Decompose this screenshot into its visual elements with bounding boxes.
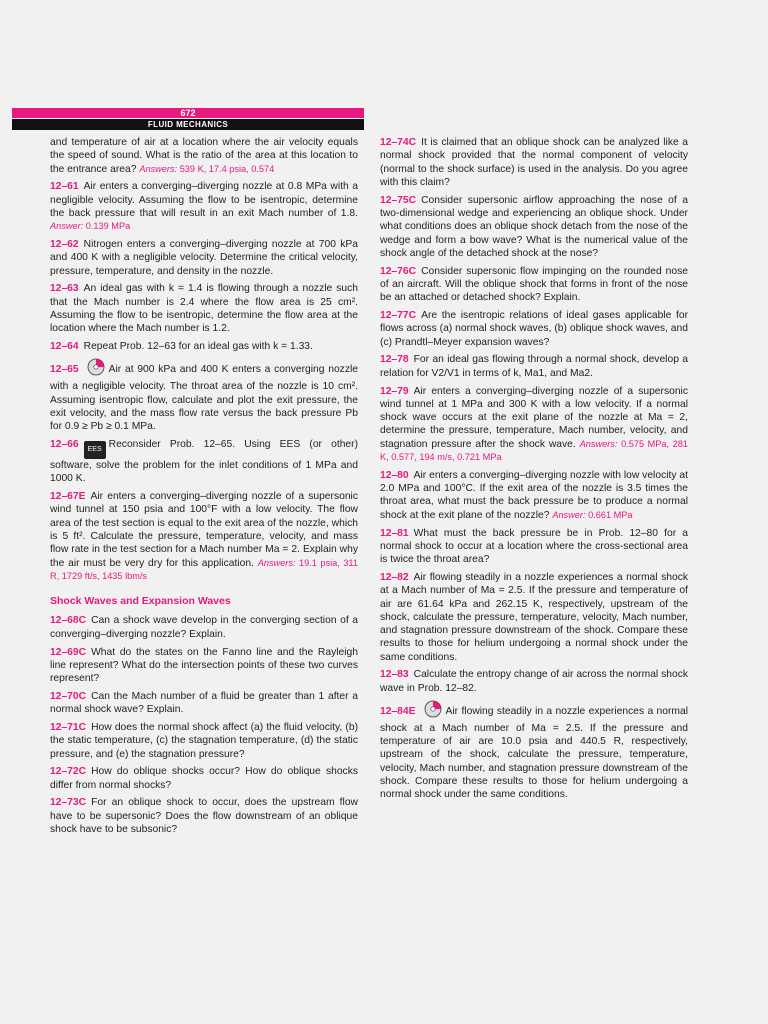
problem-12-71c bbox=[50, 721, 358, 761]
problem-12-66 bbox=[50, 438, 358, 486]
ees-icon: EES bbox=[84, 441, 106, 459]
problem-number: 12–79 bbox=[380, 385, 409, 397]
right-column bbox=[380, 136, 688, 806]
problem-number: 12–67E bbox=[50, 491, 86, 503]
problem-number: 12–80 bbox=[380, 469, 409, 481]
problem-text: What must the back pressure be in Prob. 12–80 for a normal shock to occur at a location where the cross-sectional area is twice the throat area? bbox=[380, 527, 688, 566]
problem-text: Air enters a converging–diverging nozzle with low velocity at 2.0 MPa and 100°C. If the exit area of the nozzle is 3.5 times the throat area, what must the back pressure be to produce a normal shock at the exit plane of the nozzle? bbox=[380, 469, 688, 521]
problem-text: How do oblique shocks occur? How do oblique shocks differ from normal shocks? bbox=[50, 766, 358, 791]
page-number: 672 bbox=[12, 108, 364, 118]
running-head: FLUID MECHANICS bbox=[12, 119, 364, 130]
problem-text: Nitrogen enters a converging–diverging nozzle at 700 kPa and 400 K with a negligible velocity. Determine the critical velocity, pressure, temperature, and density in the nozzle. bbox=[50, 239, 358, 277]
continuation-text: and temperature of air at a location where the air velocity equals the speed of sound. What is the ratio of the area at this location to the entrance area? bbox=[50, 137, 358, 175]
problem-text: Calculate the entropy change of air across the normal shock wave in Prob. 12–82. bbox=[380, 669, 688, 694]
problem-number: 12–62 bbox=[50, 239, 79, 251]
problem-12-64 bbox=[50, 340, 358, 353]
problem-answer: Answer: 0.139 MPa bbox=[50, 221, 131, 232]
problem-12-83 bbox=[380, 668, 688, 695]
cd-icon bbox=[423, 700, 443, 722]
problem-12-73c bbox=[50, 796, 358, 836]
problem-12-75c bbox=[380, 194, 688, 260]
problem-text: An ideal gas with k = 1.4 is flowing through a nozzle such that the Mach number is 2.4 where the flow area is 25 cm². Assuming the flow to be isentropic, determine the flow area at the location where the Mach number is 1.2. bbox=[50, 283, 358, 335]
problem-number: 12–61 bbox=[50, 181, 79, 193]
problem-answer: Answers: 19.1 psia, 311 R, 1729 ft/s, 1435 lbm/s bbox=[50, 557, 358, 581]
problem-number: 12–70C bbox=[50, 690, 87, 702]
problem-12-68c bbox=[50, 614, 358, 641]
problem-answer: Answers: 0.575 MPa, 281 K, 0.577, 194 m/s, 0.721 MPa bbox=[380, 438, 688, 463]
problem-12-84e bbox=[380, 700, 688, 802]
problem-number: 12–81 bbox=[380, 527, 409, 539]
problem-text: Air enters a converging–diverging nozzle of a supersonic wind tunnel at 150 psia and 100°F with a low velocity. The flow area of the test section is equal to the exit area of the nozzle, which is 5 ft². Calculate the pressure, temperature, velocity, and mass flow rate in the test section for a Mach number Ma = 2. Explain why the air must be very dry for this application. bbox=[50, 491, 358, 569]
problem-text: Air enters a converging–diverging nozzle at 0.8 MPa with a negligible velocity. Assuming the flow to be isentropic, determine the back pressure that will result in an exit Mach number of 1.8. bbox=[50, 181, 358, 219]
problem-number: 12–63 bbox=[50, 283, 79, 295]
problem-answer: Answer: 0.661 MPa bbox=[552, 509, 633, 520]
problem-number: 12–78 bbox=[380, 354, 409, 366]
problem-text: Consider supersonic airflow approaching the nose of a two-dimensional wedge and experiencing an oblique shock. Under what conditions does an oblique shock detach from the nose of the wedge and form a bow wave? What is the numerical value of the shock angle of the detached shock at the nose? bbox=[380, 194, 688, 259]
cd-icon bbox=[86, 358, 106, 380]
problem-12-77c bbox=[380, 309, 688, 349]
section-heading: Shock Waves and Expansion Waves bbox=[50, 595, 231, 608]
problem-number: 12–65 bbox=[50, 363, 79, 375]
problem-text: Air flowing steadily in a nozzle experiences a normal shock at a Mach number of Ma = 2.5. If the pressure and temperature of air are 10.0 psia and 440.5 R, respectively, upstream of the shock, calculate the pressure, temperature, velocity, Mach number, and stagnation pressure downstream of the shock. Compare these results to those for helium undergoing a normal shock under the same conditions. bbox=[380, 705, 688, 801]
problem-text: Air at 900 kPa and 400 K enters a converging nozzle with a negligible velocity. The throat area of the nozzle is 10 cm². Assuming isentropic flow, calculate and plot the exit pressure, the exit velocity, and the mass flow rate versus the back pressure Pb for 0.9 ≥ Pb ≥ 0.1 MPa. bbox=[50, 363, 358, 433]
problem-number: 12–84E bbox=[380, 705, 416, 717]
problem-number: 12–75C bbox=[380, 194, 417, 206]
problem-number: 12–74C bbox=[380, 137, 417, 148]
problem-text: Repeat Prob. 12–63 for an ideal gas with k = 1.33. bbox=[83, 341, 313, 353]
problem-number: 12–83 bbox=[380, 669, 409, 681]
problem-12-76c bbox=[380, 265, 688, 305]
problem-text: How does the normal shock affect (a) the fluid velocity, (b) the static temperature, (c) the stagnation temperature, (d) the static pressure, and (e) the stagnation pressure? bbox=[50, 721, 358, 760]
problem-number: 12–69C bbox=[50, 646, 87, 658]
problem-12-74c bbox=[380, 136, 688, 189]
problem-12-69c bbox=[50, 646, 358, 686]
problem-text: Can a shock wave develop in the converging section of a converging–diverging nozzle? Explain. bbox=[50, 615, 358, 640]
problem-12-72c bbox=[50, 765, 358, 792]
problem-text: Reconsider Prob. 12–65. Using EES (or other) software, solve the problem for the inlet conditions of 1 MPa and 1000 K. bbox=[50, 438, 358, 485]
problem-text: Air flowing steadily in a nozzle experiences a normal shock at a Mach number of Ma = 2.5. If the pressure and temperature of air are 61.64 kPa and 262.15 K, respectively, upstream of the shock, calculate the pressure, temperature, velocity, Mach number, and stagnation pressure downstream of the shock. Compare these results to those for helium undergoing a normal shock under the same conditions. bbox=[380, 571, 688, 663]
problem-number: 12–72C bbox=[50, 766, 87, 778]
problem-text: For an oblique shock to occur, does the upstream flow have to be supersonic? Does the flow downstream of an oblique shock have to be subsonic? bbox=[50, 797, 358, 836]
problem-text: Can the Mach number of a fluid be greater than 1 after a normal shock wave? Explain. bbox=[50, 690, 358, 716]
problem-number: 12–73C bbox=[50, 797, 87, 809]
problem-text: Are the isentropic relations of ideal gases applicable for flows across (a) normal shock waves, (b) oblique shock waves, and (c) Prandtl–Meyer expansion waves? bbox=[380, 310, 688, 348]
problem-number: 12–64 bbox=[50, 341, 79, 353]
problem-12-67e bbox=[50, 490, 358, 583]
problem-text: It is claimed that an oblique shock can be analyzed like a normal shock provided that the normal component of velocity (normal to the shock surface) is used in the analysis. Do you agree with this claim? bbox=[380, 137, 688, 188]
problem-12-63 bbox=[50, 282, 358, 335]
problem-12-65 bbox=[50, 358, 358, 433]
problem-number: 12–76C bbox=[380, 265, 417, 277]
problem-12-62 bbox=[50, 238, 358, 278]
problem-12-61 bbox=[50, 180, 358, 233]
problem-12-70c bbox=[50, 690, 358, 717]
problem-12-78 bbox=[380, 353, 688, 380]
problem-12-81 bbox=[380, 527, 688, 567]
continuation-answer: Answers: 539 K, 17.4 psia, 0.574 bbox=[139, 163, 275, 174]
problem-number: 12–77C bbox=[380, 310, 417, 322]
problem-12-79 bbox=[380, 385, 688, 465]
problem-text: Consider supersonic flow impinging on the rounded nose of an aircraft. Will the oblique shock that forms in front of the nose be an attached or detached shock? Explain. bbox=[380, 265, 688, 304]
problem-12-82 bbox=[380, 571, 688, 664]
problem-number: 12–66 bbox=[50, 438, 79, 450]
problem-text: For an ideal gas flowing through a normal shock, develop a relation for V2/V1 in terms of k, Ma1, and Ma2. bbox=[380, 354, 688, 379]
problem-number: 12–82 bbox=[380, 571, 409, 583]
problem-number: 12–68C bbox=[50, 615, 87, 627]
problem-text: What do the states on the Fanno line and the Rayleigh line represent? What do the intersection points of these two curves represent? bbox=[50, 646, 358, 685]
left-column bbox=[50, 136, 358, 841]
continuation-paragraph bbox=[50, 136, 358, 176]
problem-number: 12–71C bbox=[50, 721, 87, 733]
problem-12-80 bbox=[380, 469, 688, 522]
problem-text: Air enters a converging–diverging nozzle of a supersonic wind tunnel at 1 MPa and 300 K with a low velocity. If a normal shock wave occurs at the exit plane of the nozzle at Ma = 2, determine the pressure, temperature, Mach number, velocity, and stagnation pressure after the shock wave. bbox=[380, 385, 688, 450]
